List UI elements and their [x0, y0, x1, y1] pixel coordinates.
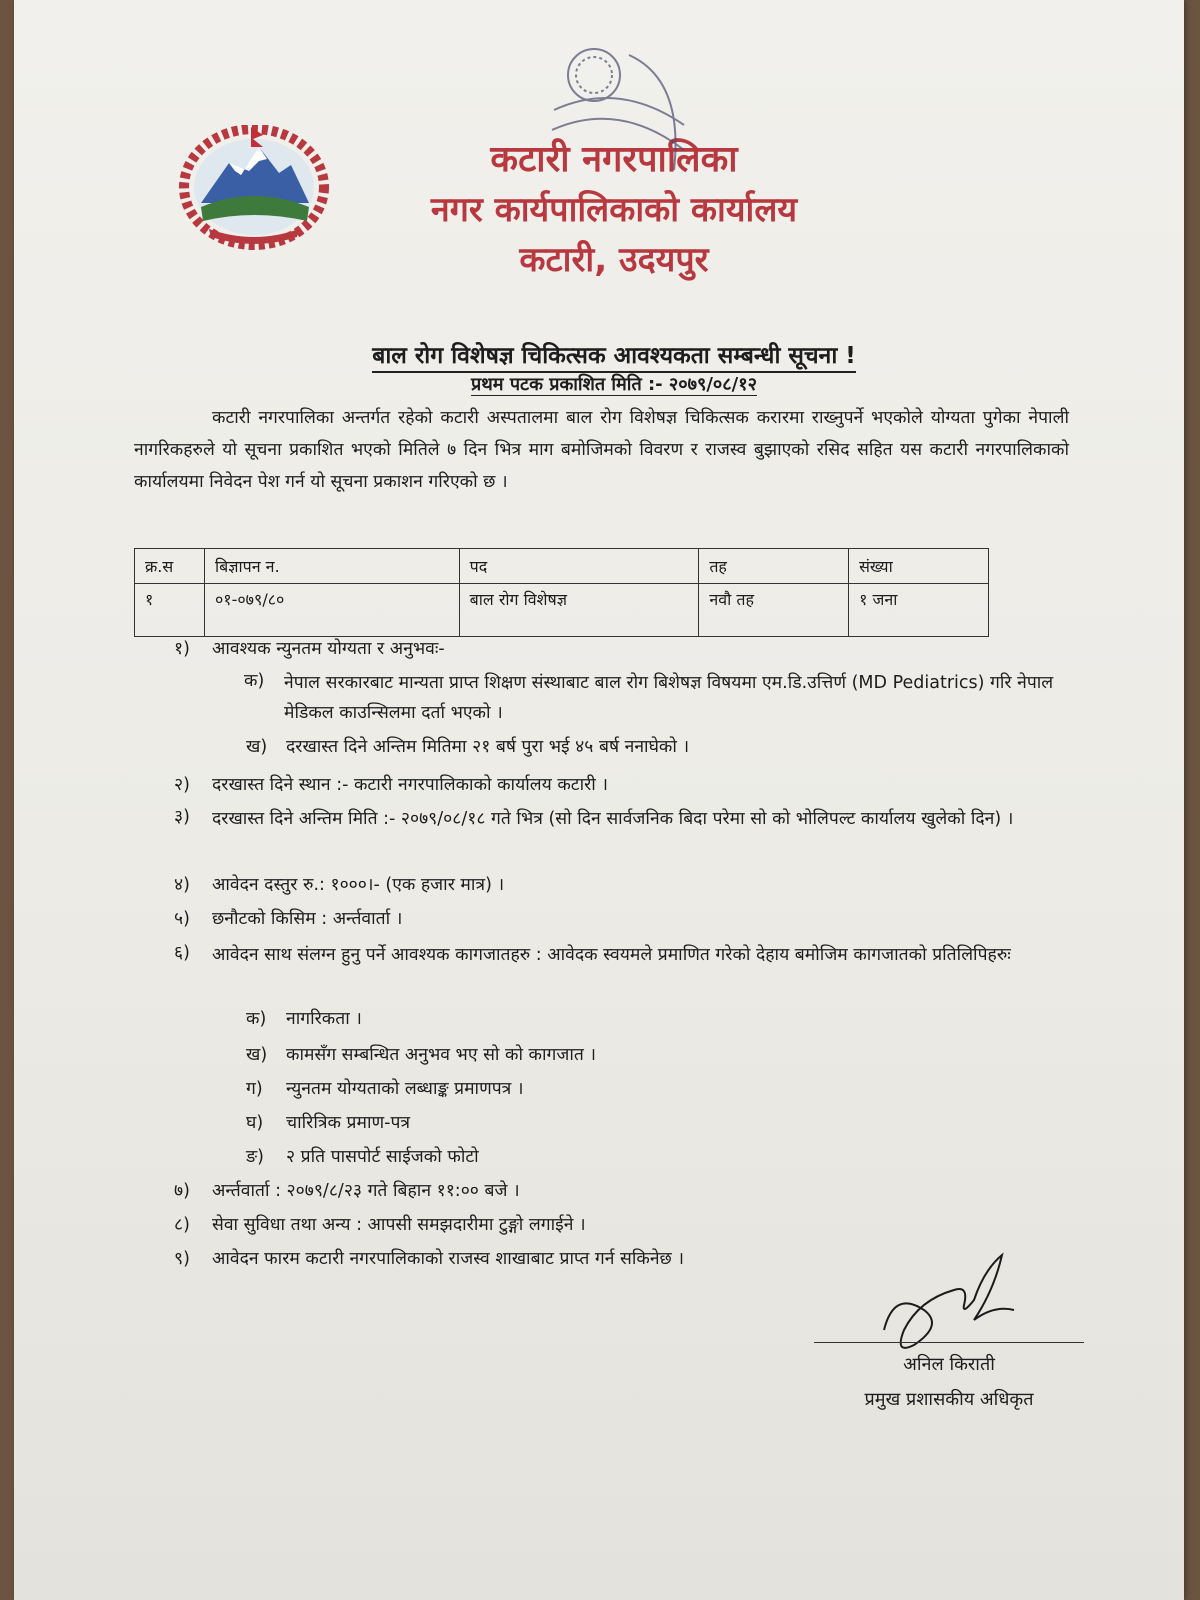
- publish-date: प्रथम पटक प्रकाशित मिति :- २०७९/०८/१२: [471, 374, 757, 395]
- office-location: कटारी, उदयपुर: [519, 240, 709, 280]
- signatory-name: अनिल किराती: [903, 1354, 995, 1375]
- notice-paper: कटारी नगरपालिका नगर कार्यपालिकाको कार्यालय कटारी, उदयपुर बाल रोग विशेषज्ञ चिकित्सक आवश्यकता सम्बन्धी सूचना ! प्रथम पटक प्रकाशित मिति :- २०७९/०८/१२ कटारी नगरपालिका अन्तर्गत रहेको कटारी अस्पतालमा बाल रोग विशेषज्ञ चिकित्सक करारमा राख्नुपर्ने भएकोले योग्यता पुगेका नेपाली नागरिकहरुले यो सूचना प्रकाशित भएको मितिले ७ दिन भित्र माग बमोजिमको विवरण र राजस्व बुझाएको रसिद सहित यस कटारी नगरपालिकाको कार्यालयमा निवेदन पेश गर्न यो सूचना प्रकाशन गरिएको छ । क्र.स बिज्ञापन न. पद तह संख्या १ ०१-०७९/८० बाल रोग विशेषज्ञ नवौ तह १ जना १) आवश्यक न्युनतम योग्यता र अनुभवः- क) नेपाल सरकारबाट मान्यता प्राप्त शिक्षण संस्थाबाट बाल रोग बिशेषज्ञ विषयमा एम.डि.उत्तिर्ण (MD Pediatrics) गरि नेपाल मेडिकल काउन्सिलमा दर्ता भएको । ख) दरखास्त दिने अन्तिम मितिमा २१ बर्ष पुरा भई ४५ बर्ष ननाघेको । २) दरखास्त दिने स्थान :- कटारी नगरपालिकाको कार्यालय कटारी । ३) दरखास्त दिने अन्तिम मिति :- २०७९/०८/१८ गते भित्र (सो दिन सार्वजनिक बिदा परेमा सो को भोलिपल्ट कार्यालय खुलेको दिन) । ४) आवेदन दस्तुर रु.: १०००।- (एक हजार मात्र) । ५) छनौटको किसिम : अर्न्तवार्ता । ६) आवेदन साथ संलग्न हुनु पर्ने आवश्यक कागजातहरु : आवेदक स्वयमले प्रमाणित गरेको देहाय बमोजिम कागजातको प्रतिलिपिहरुः क) नागरिकता । ख) कामसँग सम्बन्धित अनुभव भए सो को कागजात । ग) न्युनतम योग्यताको लब्धाङ्क प्रमाणपत्र । घ) चारित्रिक प्रमाण-पत्र ङ) २ प्रति पासपोर्ट साईजको फोटो ७) अर्न्तवार्ता : २०७९/८/२३ गते बिहान ११:०० बजे । ८) सेवा सुविधा तथा अन्य : आपसी समझदारीमा टुङ्गो लगाईने । ९) आवेदन फारम कटारी नगरपालिकाको राजस्व शाखाबाट प्राप्त गर्न सकिनेछ । अनिल किराती प्रमुख प्रशासकीय अधिकृत: [14, 0, 1184, 1600]
- signatory-designation: प्रमुख प्रशासकीय अधिकृत: [864, 1389, 1034, 1410]
- notice-title: बाल रोग विशेषज्ञ चिकित्सक आवश्यकता सम्बन्धी सूचना !: [14, 338, 1200, 370]
- vacancy-table: [134, 548, 989, 637]
- col-header-count: संख्या: [849, 549, 989, 584]
- office-stamp-icon: [534, 40, 704, 210]
- col-header-sn: क्र.स: [135, 549, 205, 584]
- col-header-ad-no: बिज्ञापन न.: [204, 549, 459, 584]
- cell-count: १ जना: [849, 584, 989, 637]
- col-header-level: तह: [699, 549, 849, 584]
- cell-post: बाल रोग विशेषज्ञ: [459, 584, 699, 637]
- table-row: [135, 584, 989, 637]
- table-header-row: [135, 549, 989, 584]
- cell-sn: १: [135, 584, 205, 637]
- office-name: नगर कार्यपालिकाको कार्यालय: [430, 190, 798, 230]
- municipality-name: कटारी नगरपालिका: [490, 139, 738, 180]
- signature-icon: [874, 1250, 1024, 1360]
- col-header-post: पद: [459, 549, 699, 584]
- cell-level: नवौ तह: [699, 584, 849, 637]
- signature-line: [814, 1342, 1084, 1343]
- intro-paragraph: कटारी नगरपालिका अन्तर्गत रहेको कटारी अस्पतालमा बाल रोग विशेषज्ञ चिकित्सक करारमा राख्नुपर्ने भएकोले योग्यता पुगेका नेपाली नागरिकहरुले यो सूचना प्रकाशित भएको मितिले ७ दिन भित्र माग बमोजिमको विवरण र राजस्व बुझाएको रसिद सहित यस कटारी नगरपालिकाको कार्यालयमा निवेदन पेश गर्न यो सूचना प्रकाशन गरिएको छ ।: [134, 408, 1069, 492]
- nepal-emblem-icon: [179, 125, 329, 250]
- cell-ad-no: ०१-०७९/८०: [204, 584, 459, 637]
